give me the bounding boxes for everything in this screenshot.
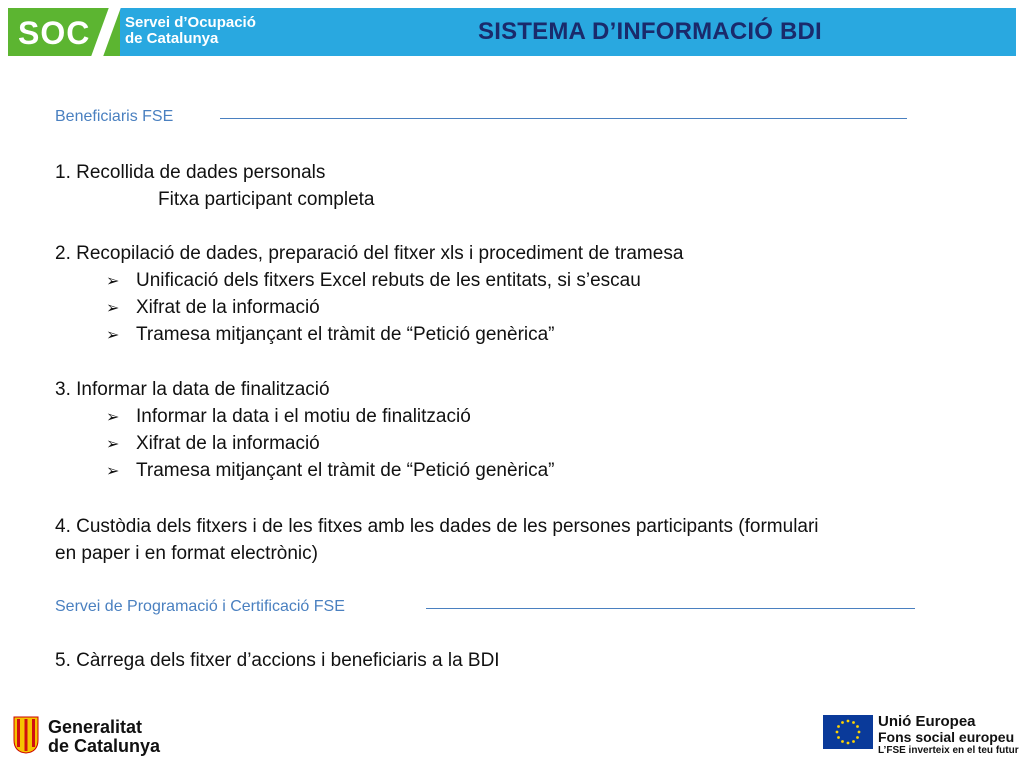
soc-logo-line2: de Catalunya xyxy=(125,30,219,47)
soc-logo-text xyxy=(125,15,256,47)
eu-logo-text xyxy=(878,714,1019,756)
item-2-bullet-1 xyxy=(106,267,641,295)
section-beneficiaris-rule xyxy=(220,118,907,119)
item-3-heading: 3. Informar la data de finalització xyxy=(55,379,330,400)
header-banner xyxy=(8,8,1016,56)
item-3-bullet-1 xyxy=(106,403,471,431)
generalitat-emblem-icon xyxy=(13,716,39,754)
arrow-bullet-icon: ➢ xyxy=(106,436,120,453)
arrow-bullet-icon: ➢ xyxy=(106,273,120,290)
generalitat-line1: Generalitat xyxy=(48,717,143,737)
arrow-bullet-icon: ➢ xyxy=(106,463,120,480)
soc-logo-abbr: SOC xyxy=(18,15,91,51)
item-2-heading: 2. Recopilació de dades, preparació del fitxer xls i procediment de tramesa xyxy=(55,243,684,264)
page-title: SISTEMA D’INFORMACIÓ BDI xyxy=(478,18,822,45)
item-2-bullet-2 xyxy=(106,294,320,322)
item-5-heading: 5. Càrrega dels fitxer d’accions i beneficiaris a la BDI xyxy=(55,650,500,671)
item-1-heading: 1. Recollida de dades personals xyxy=(55,162,326,183)
arrow-bullet-icon: ➢ xyxy=(106,409,120,426)
bullet-text: Informar la data i el motiu de finalització xyxy=(136,406,471,427)
item-4-line-2: en paper i en format electrònic) xyxy=(55,543,318,564)
eu-line2: Fons social europeu xyxy=(878,729,1015,745)
generalitat-logo-text xyxy=(48,718,160,756)
section-servei-label: Servei de Programació i Certificació FSE xyxy=(55,598,345,615)
eu-line3: L’FSE inverteix en el teu futur xyxy=(878,745,1019,756)
item-2-bullet-3 xyxy=(106,321,555,349)
bullet-text: Unificació dels fitxers Excel rebuts de les entitats, si s’escau xyxy=(136,270,641,291)
item-1-subtext: Fitxa participant completa xyxy=(158,189,375,210)
item-4-line-1: 4. Custòdia dels fitxers i de les fitxes amb les dades de les persones participants (formulari xyxy=(55,516,819,537)
section-beneficiaris-label: Beneficiaris FSE xyxy=(55,108,174,125)
bullet-text: Xifrat de la informació xyxy=(136,433,320,454)
item-3-bullet-2 xyxy=(106,430,320,458)
eu-flag-icon xyxy=(823,715,873,749)
generalitat-line2: de Catalunya xyxy=(48,736,161,756)
arrow-bullet-icon: ➢ xyxy=(106,327,120,344)
bullet-text: Xifrat de la informació xyxy=(136,297,320,318)
eu-line1: Unió Europea xyxy=(878,713,976,730)
arrow-bullet-icon: ➢ xyxy=(106,300,120,317)
soc-logo-line1: Servei d’Ocupació xyxy=(125,14,256,31)
item-3-bullet-3 xyxy=(106,457,555,485)
bullet-text: Tramesa mitjançant el tràmit de “Petició genèrica” xyxy=(136,460,555,481)
bullet-text: Tramesa mitjançant el tràmit de “Petició genèrica” xyxy=(136,324,555,345)
section-servei-rule xyxy=(426,608,915,609)
